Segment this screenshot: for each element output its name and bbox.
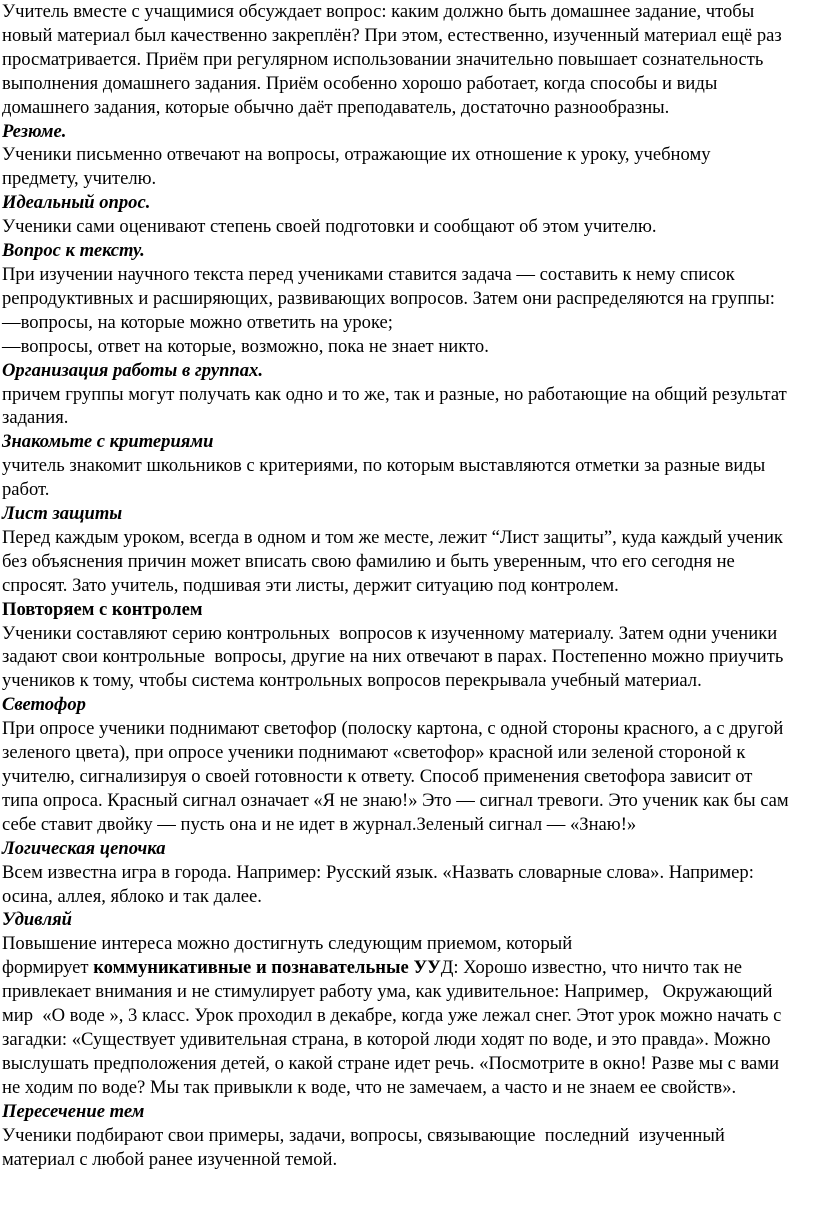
paragraph-line: работ. — [2, 479, 50, 501]
paragraph-line: учеников к тому, чтобы система контрольных вопросов перекрывала учебный материал. — [2, 670, 702, 692]
text-span: Д: Хорошо известно, что ничто так не — [440, 957, 742, 979]
document-page — [2, 0, 814, 1171]
intro-line: новый материал был качественно закреплён? При этом, естественно, изученный материал ещё раз — [2, 24, 782, 46]
paragraph-line: спросят. Зато учитель, подшивая эти листы, держит ситуацию под контролем. — [2, 574, 619, 596]
paragraph-line: учителю, сигнализируя о своей готовности к ответу. Способ применения светофора зависит от — [2, 766, 753, 787]
paragraph-line-mixed — [2, 956, 814, 980]
paragraph-line: типа опроса. Красный сигнал означает «Я не знаю!» Это — сигнал тревоги. Это ученик как бы сам — [2, 789, 789, 811]
paragraph-line: задания. — [2, 407, 69, 429]
paragraph-line: учитель знакомит школьников с критериями, по которым выставляются отметки за разные виды — [2, 455, 766, 477]
paragraph-line: При изучении научного текста перед учениками ставится задача — составить к нему список — [2, 263, 735, 285]
section-heading-chain: Логическая цепочка — [2, 837, 166, 859]
paragraph-line: Повышение интереса можно достигнуть следующим приемом, который — [2, 933, 573, 955]
paragraph-line: При опросе ученики поднимают светофор (полоску картона, с одной стороны красного, а с другой — [2, 718, 784, 740]
paragraph-line: причем группы могут получать как одно и то же, так и разные, но работающие на общий результат — [2, 383, 787, 405]
intro-line: просматривается. Приём при регулярном использовании значительно повышает сознательность — [2, 48, 764, 70]
paragraph-line: осина, аллея, яблоко и так далее. — [2, 885, 262, 907]
intro-line: домашнего задания, которые обычно даёт преподаватель, достаточно разнообразны. — [2, 96, 670, 118]
paragraph-line: не ходим по воде? Мы так привыкли к воде, что не замечаем, а часто и не знаем ее свойств». — [2, 1076, 737, 1098]
paragraph-line: привлекает внимания и не стимулирует работу ума, как удивительное: Например, Окружающий — [2, 981, 773, 1003]
section-heading-resume: Резюме. — [2, 120, 67, 142]
section-heading-surprise: Удивляй — [2, 909, 73, 931]
section-heading-protection: Лист защиты — [2, 503, 123, 525]
section-heading-intersection: Пересечение тем — [2, 1100, 145, 1122]
section-heading-ideal: Идеальный опрос. — [2, 192, 151, 214]
paragraph-line: выслушать предположения детей, о какой стране идет речь. «Посмотрите в окно! Разве мы с вами — [2, 1052, 780, 1074]
bold-text-span: коммуникативные и познавательные УУ — [93, 957, 441, 979]
paragraph-line: себе ставит двойку — пусть она и не идет в журнал.Зеленый сигнал — «Знаю!» — [2, 813, 637, 835]
intro-line: выполнения домашнего задания. Приём особенно хорошо работает, когда способы и виды — [2, 72, 718, 94]
paragraph-line: Ученики составляют серию контрольных вопросов к изученному материалу. Затем одни ученики — [2, 622, 778, 644]
paragraph-line: Ученики сами оценивают степень своей подготовки и сообщают об этом учителю. — [2, 216, 657, 238]
paragraph-line: задают свои контрольные вопросы, другие на них отвечают в парах. Постепенно можно приучить — [2, 646, 784, 668]
paragraph-line: Ученики письменно отвечают на вопросы, отражающие их отношение к уроку, учебному — [2, 144, 711, 166]
paragraph-line: Всем известна игра в города. Например: Русский язык. «Назвать словарные слова». Например: — [2, 861, 754, 883]
paragraph-line: мир «О воде », 3 класс. Урок проходил в декабре, когда уже лежал снег. Этот урок можно начать с — [2, 1005, 782, 1027]
paragraph-line: Ученики подбирают свои примеры, задачи, вопросы, связывающие последний изученный — [2, 1124, 725, 1146]
paragraph-line: без объяснения причин может вписать свою фамилию и быть уверенным, что его сегодня не — [2, 550, 735, 572]
intro-line: Учитель вместе с учащимися обсуждает вопрос: каким должно быть домашнее задание, чтобы — [2, 1, 755, 22]
paragraph-line: предмету, учителю. — [2, 168, 157, 190]
paragraph-line: —вопросы, ответ на которые, возможно, пока не знает никто. — [2, 335, 489, 357]
paragraph-line: загадки: «Существует удивительная страна, в которой люди ходят по воде, и это правда». Можно — [2, 1028, 771, 1050]
paragraph-line: —вопросы, на которые можно ответить на уроке; — [2, 311, 393, 333]
section-heading-repeat: Повторяем с контролем — [2, 598, 203, 620]
section-heading-question: Вопрос к тексту. — [2, 240, 145, 262]
section-heading-groups: Организация работы в группах. — [2, 359, 263, 381]
paragraph-line: материал с любой ранее изученной темой. — [2, 1148, 338, 1170]
section-heading-criteria: Знакомьте с критериями — [2, 431, 214, 453]
section-heading-traffic: Светофор — [2, 694, 86, 716]
paragraph-line: зеленого цвета), при опросе ученики поднимают «светофор» красной или зеленой стороной к — [2, 742, 746, 764]
paragraph-line: репродуктивных и расширяющих, развивающих вопросов. Затем они распределяются на группы: — [2, 287, 775, 309]
paragraph-line: Перед каждым уроком, всегда в одном и том же месте, лежит “Лист защиты”, куда каждый ученик — [2, 526, 783, 548]
text-span: формирует — [2, 957, 94, 979]
